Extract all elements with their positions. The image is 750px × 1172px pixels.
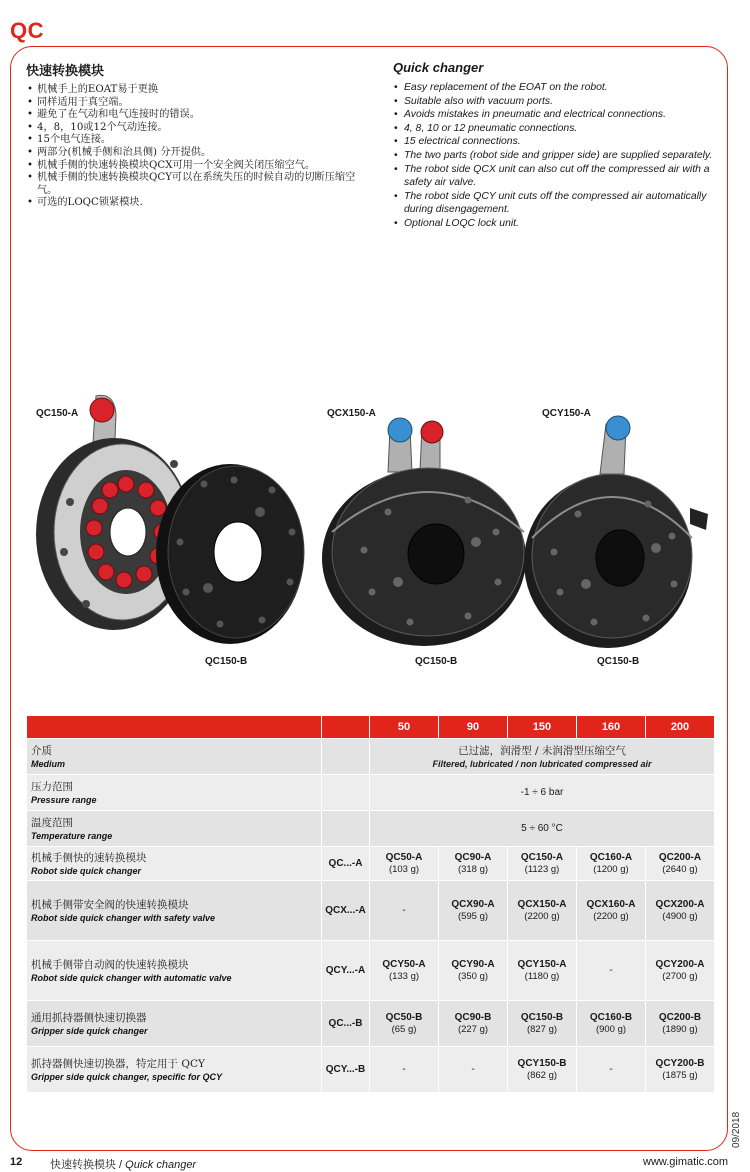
product-label-qcx150a: QCX150-A [327,408,376,419]
model-name: QC200-A [658,852,702,863]
size-header: 200 [646,716,715,739]
model-name: QCY200-A [655,959,705,970]
size-header: 50 [370,716,439,739]
row-code [322,811,370,847]
row-label-en: Robot side quick changer with safety valve [31,912,216,923]
intro-cn-bullet: • 15个电气连接。 [26,134,371,147]
model-name: QCY200-B [655,1058,705,1069]
intro-en-bullet: • The two parts (robot side and gripper side) are supplied separately. [393,149,728,163]
row-label [27,811,322,847]
product-label-qc150b: QC150-B [597,656,640,667]
model-name: QC150-A [520,852,564,863]
intro-en [393,60,728,231]
intro-en-bullet: • Suitable also with vacuum ports. [393,95,728,109]
model-cell [577,941,646,1001]
row-label [27,1047,322,1093]
model-name: - [609,1064,613,1075]
table-row-temperature [27,811,715,847]
row-code: QC...-A [322,847,370,881]
pressure-value: -1 ÷ 6 bar [370,775,715,811]
page-number: 12 [10,1156,23,1168]
row-label-cn: 介质 [31,744,52,757]
row-label-cn: 机械手侧带自动阀的快速转换模块 [31,958,189,971]
model-name: - [471,1064,475,1075]
model-name: QCY150-B [517,1058,567,1069]
model-weight: (1123 g) [524,864,560,875]
model-name: - [402,1064,406,1075]
model-name: QCX200-A [655,899,705,910]
model-weight: (4900 g) [662,911,698,922]
product-label-qc150b: QC150-B [415,656,458,667]
row-code [322,775,370,811]
model-weight: (350 g) [457,971,489,982]
model-cell [577,1001,646,1047]
model-name: QC50-A [385,852,423,863]
row-label-en: Medium [31,758,66,769]
model-name: QCY150-A [517,959,567,970]
intro-cn-bullet: • 可选的LOQC锁紧模块. [26,197,371,210]
model-cell [577,847,646,881]
size-header: 150 [508,716,577,739]
model-name: QC160-B [589,1012,633,1023]
table-header-blank [27,716,322,739]
row-label-cn: 压力范围 [31,780,73,793]
table-row [27,1001,715,1047]
row-label [27,881,322,941]
model-weight: (2640 g) [662,864,698,875]
intro-en-bullet: • 4, 8, 10 or 12 pneumatic connections. [393,122,728,136]
model-name: QCY90-A [451,959,495,970]
model-cell [646,941,715,1001]
row-label-en: Gripper side quick changer [31,1025,148,1036]
table-header-row [27,716,715,739]
model-name: QC160-A [589,852,633,863]
row-label-en: Temperature range [31,830,113,841]
table-row [27,881,715,941]
brand-title: QC [10,18,44,43]
intro-cn-bullet: • 机械手侧的快速转换模块QCY可以在系统失压的时候自动的切断压缩空气。 [26,172,371,197]
model-cell [646,847,715,881]
qcx150-product-image [318,412,528,650]
row-code: QCY...-B [322,1047,370,1093]
intro-cn-bullet: • 同样适用于真空端。 [26,97,371,110]
qcy150-product-image [520,412,710,650]
row-code: QC...-B [322,1001,370,1047]
row-label-cn: 抓持器侧快速切换器，特定用于 QCY [31,1057,205,1070]
model-cell [370,1001,439,1047]
model-cell [508,941,577,1001]
model-weight: (318 g) [457,864,489,875]
model-weight: (900 g) [595,1024,627,1035]
model-name: QCX90-A [451,899,495,910]
intro-en-bullet: • Optional LOQC lock unit. [393,217,728,231]
model-cell [508,1047,577,1093]
row-label-en: Robot side quick changer [31,865,142,876]
table-row-pressure [27,775,715,811]
footer-title-cn: 快速转换模块 [50,1158,116,1171]
product-label-qcy150a: QCY150-A [542,408,591,419]
intro-cn-list [26,84,371,210]
medium-value-en: Filtered, lubricated / non lubricated compressed air [432,758,652,769]
footer-url-link[interactable]: www.gimatic.com [643,1156,728,1168]
model-weight: (227 g) [457,1024,489,1035]
row-label [27,847,322,881]
row-label-en: Gripper side quick changer, specific for QCY [31,1071,223,1082]
model-weight: (1200 g) [593,864,629,875]
spec-table [26,715,715,1093]
model-cell [646,1047,715,1093]
intro-en-bullet: • Easy replacement of the EOAT on the robot. [393,81,728,95]
intro-cn-bullet: • 4，8，10或12个气动连接。 [26,122,371,135]
model-cell [439,881,508,941]
model-cell [439,941,508,1001]
model-cell [508,881,577,941]
model-cell [439,1001,508,1047]
model-cell [646,881,715,941]
product-label-qc150a: QC150-A [36,408,79,419]
model-weight: (65 g) [391,1024,417,1035]
row-label [27,739,322,775]
intro-en-heading: Quick changer [393,60,484,75]
intro-cn-bullet: • 机械手侧的快速转换模块QCX可用一个安全阀关闭压缩空气。 [26,160,371,173]
footer-title-separator: / [116,1159,126,1171]
model-cell [439,1047,508,1093]
model-cell [370,847,439,881]
model-weight: (862 g) [526,1070,558,1081]
intro-en-list [393,81,728,231]
row-label [27,941,322,1001]
model-cell [370,1047,439,1093]
intro-en-bullet: • The robot side QCY unit cuts off the compressed air automatically during disengagement. [393,190,728,217]
row-label [27,775,322,811]
model-weight: (1180 g) [524,971,560,982]
row-label-cn: 通用抓持器侧快速切换器 [31,1011,147,1024]
model-name: QC150-B [520,1012,564,1023]
table-row [27,941,715,1001]
model-weight: (103 g) [388,864,420,875]
intro-cn-heading: 快速转换模块 [26,64,105,79]
size-header: 90 [439,716,508,739]
row-label-en: Pressure range [31,794,97,805]
footer-title-en: Quick changer [125,1159,197,1171]
model-name: QCX160-A [586,899,636,910]
model-cell [646,1001,715,1047]
intro-en-bullet: • The robot side QCX unit can also cut off the compressed air with a safety air valve. [393,163,728,190]
model-weight: (2200 g) [524,911,560,922]
table-row [27,847,715,881]
row-code: QCX...-A [322,881,370,941]
row-label-en: Robot side quick changer with automatic valve [31,972,232,983]
intro-cn-bullet: • 避免了在气动和电气连接时的错误。 [26,109,371,122]
row-label-cn: 温度范围 [31,816,73,829]
model-cell [370,881,439,941]
model-cell [508,847,577,881]
footer-title [50,1156,196,1172]
model-name: - [402,905,406,916]
edition-date-wrap [731,1111,745,1172]
model-cell [577,1047,646,1093]
edition-date: 09/2018 [731,1111,742,1148]
model-name: QCY50-A [382,959,426,970]
table-header-blank [322,716,370,739]
row-label-cn: 机械手侧带安全阀的快速转换模块 [31,898,189,911]
model-weight: (2200 g) [593,911,629,922]
model-cell [439,847,508,881]
size-header: 160 [577,716,646,739]
model-name: QC50-B [385,1012,423,1023]
model-weight: (133 g) [388,971,420,982]
product-label-qc150b: QC150-B [205,656,248,667]
model-name: - [609,965,613,976]
model-weight: (1875 g) [662,1070,698,1081]
model-cell [370,941,439,1001]
model-weight: (1890 g) [662,1024,698,1035]
intro-cn-bullet: • 两部分(机械手侧和治具侧) 分开提供。 [26,147,371,160]
intro-en-bullet: • 15 electrical connections. [393,135,728,149]
temperature-value: 5 ÷ 60 °C [370,811,715,847]
intro-cn [26,60,371,210]
model-weight: (595 g) [457,911,489,922]
model-weight: (2700 g) [662,971,698,982]
qc150-product-image [34,392,306,650]
row-code [322,739,370,775]
model-name: QC90-A [454,852,492,863]
model-cell [508,1001,577,1047]
intro-en-bullet: • Avoids mistakes in pneumatic and electrical connections. [393,108,728,122]
model-name: QC200-B [658,1012,702,1023]
medium-value [370,739,715,775]
row-code: QCY...-A [322,941,370,1001]
model-weight: (827 g) [526,1024,558,1035]
model-name: QCX150-A [517,899,567,910]
table-row [27,1047,715,1093]
row-label-cn: 机械手侧快的速转换模块 [31,851,147,864]
medium-value-cn: 已过滤，润滑型 / 未润滑型压缩空气 [458,744,626,757]
model-name: QC90-B [454,1012,492,1023]
table-row-medium [27,739,715,775]
intro-cn-bullet: • 机械手上的EOAT易于更换 [26,84,371,97]
row-label [27,1001,322,1047]
model-cell [577,881,646,941]
